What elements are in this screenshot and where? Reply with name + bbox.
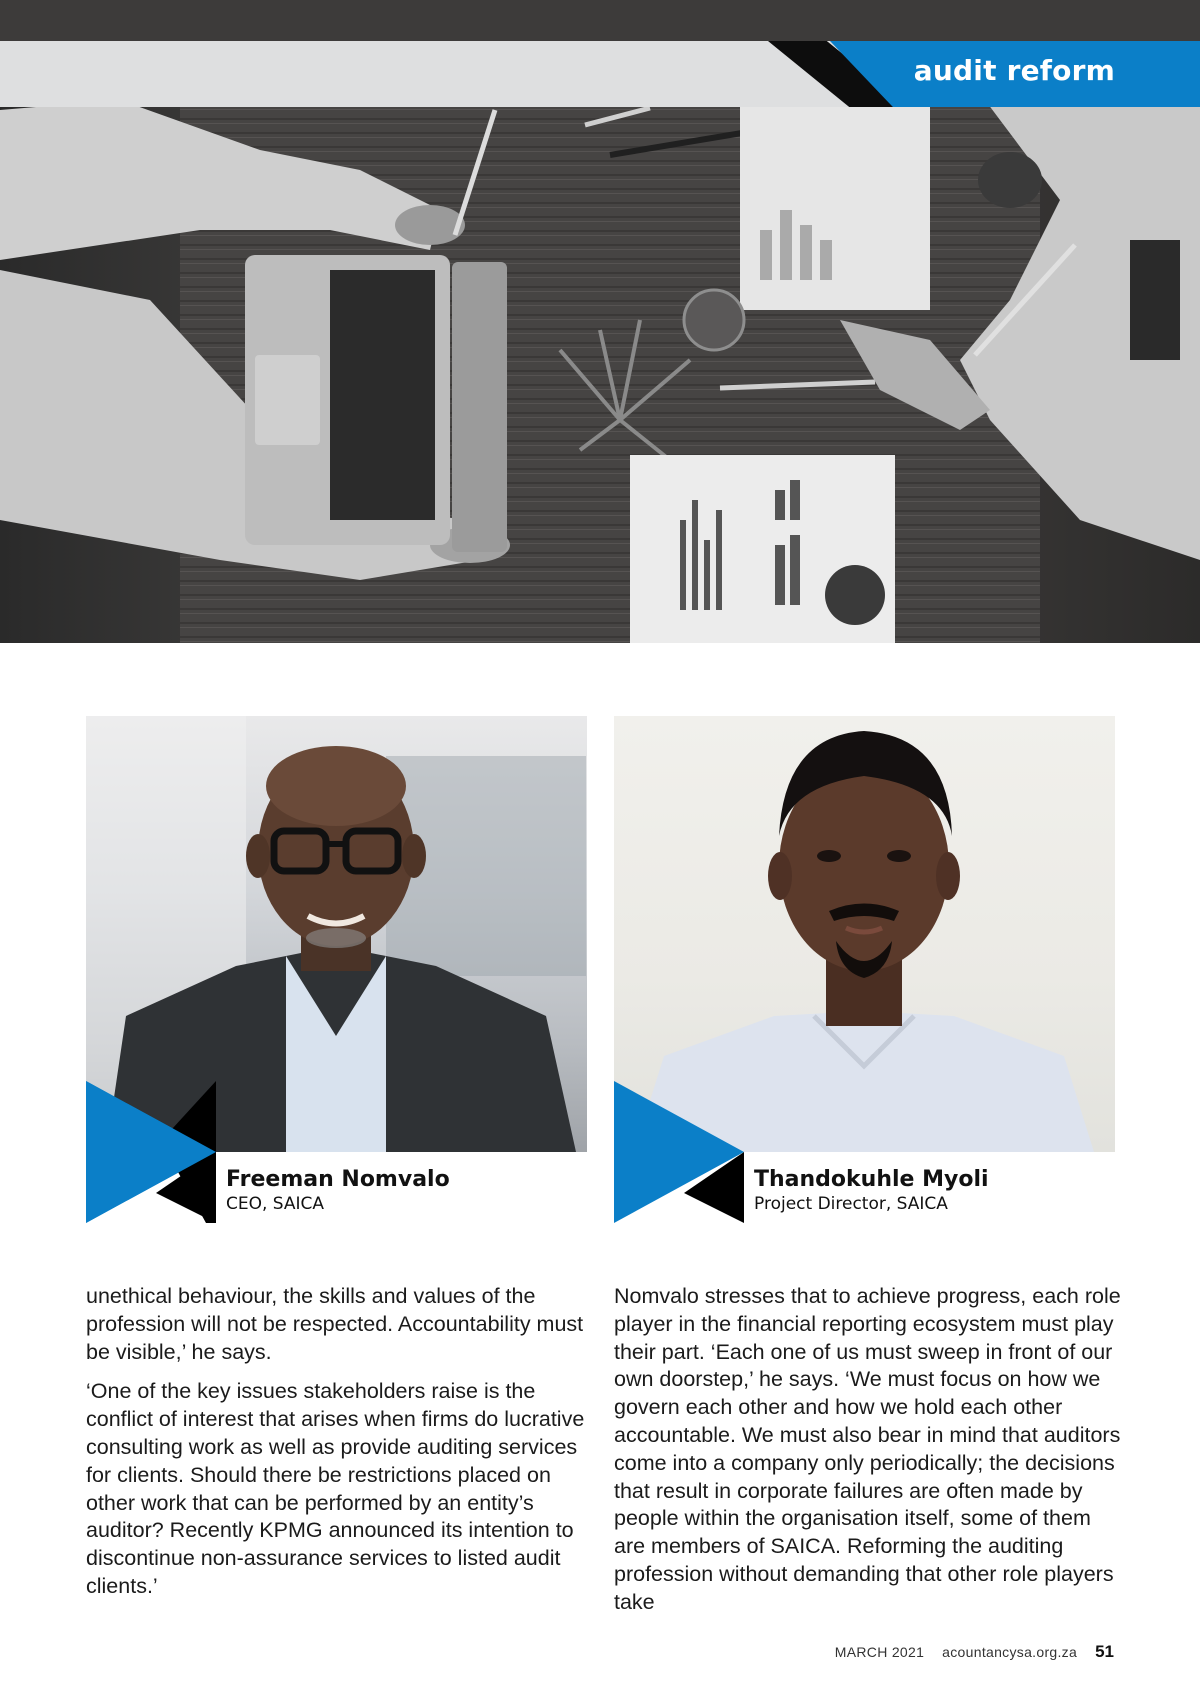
article-paragraph: unethical behaviour, the skills and values of the profession will not be respected. Accountability must be visible,’ he says. [86, 1284, 584, 1364]
person-name: Freeman Nomvalo [226, 1167, 450, 1192]
article-paragraph: Nomvalo stresses that to achieve progress, each role player in the financial reporting ecosystem must play their part. ‘Each one of us must sweep in front of our own doorstep,’ he says. ‘We must focus on how we govern each other and how we hold each other accountable. We must also bear in mind that auditors come into a company only periodically; the decisions that result in corporate failures are often made by people within the organisation itself, some of them are members of SAICA. Reforming the auditing profession without demanding that other role players take [614, 1284, 1121, 1614]
person-role: Project Director, SAICA [754, 1194, 948, 1214]
section-banner-band [0, 41, 860, 107]
website-link[interactable]: acountancysa.org.za [942, 1644, 1078, 1660]
page-number: 51 [1095, 1642, 1114, 1661]
person-name: Thandokuhle Myoli [754, 1167, 989, 1192]
issue-date: MARCH 2021 [834, 1644, 925, 1660]
caption-thandokuhle-myoli [754, 1167, 989, 1215]
article-column-left [86, 1283, 596, 1613]
article-column-right [614, 1283, 1124, 1629]
caption-corner-accent-left [86, 1081, 216, 1223]
caption-freeman-nomvalo [226, 1167, 450, 1215]
article-paragraph: ‘One of the key issues stakeholders raise is the conflict of interest that arises when firms do lucrative consulting work as well as provide auditing services for clients. Should there be restrictions placed on other work that can be performed by an entity’s auditor? Recently KPMG announced its intention to discontinue non-assurance services to listed audit clients.’ [86, 1379, 585, 1598]
page-footer [835, 1642, 1114, 1662]
caption-corner-accent-right [614, 1081, 744, 1223]
section-label: audit reform [913, 54, 1115, 87]
person-role: CEO, SAICA [226, 1194, 325, 1214]
